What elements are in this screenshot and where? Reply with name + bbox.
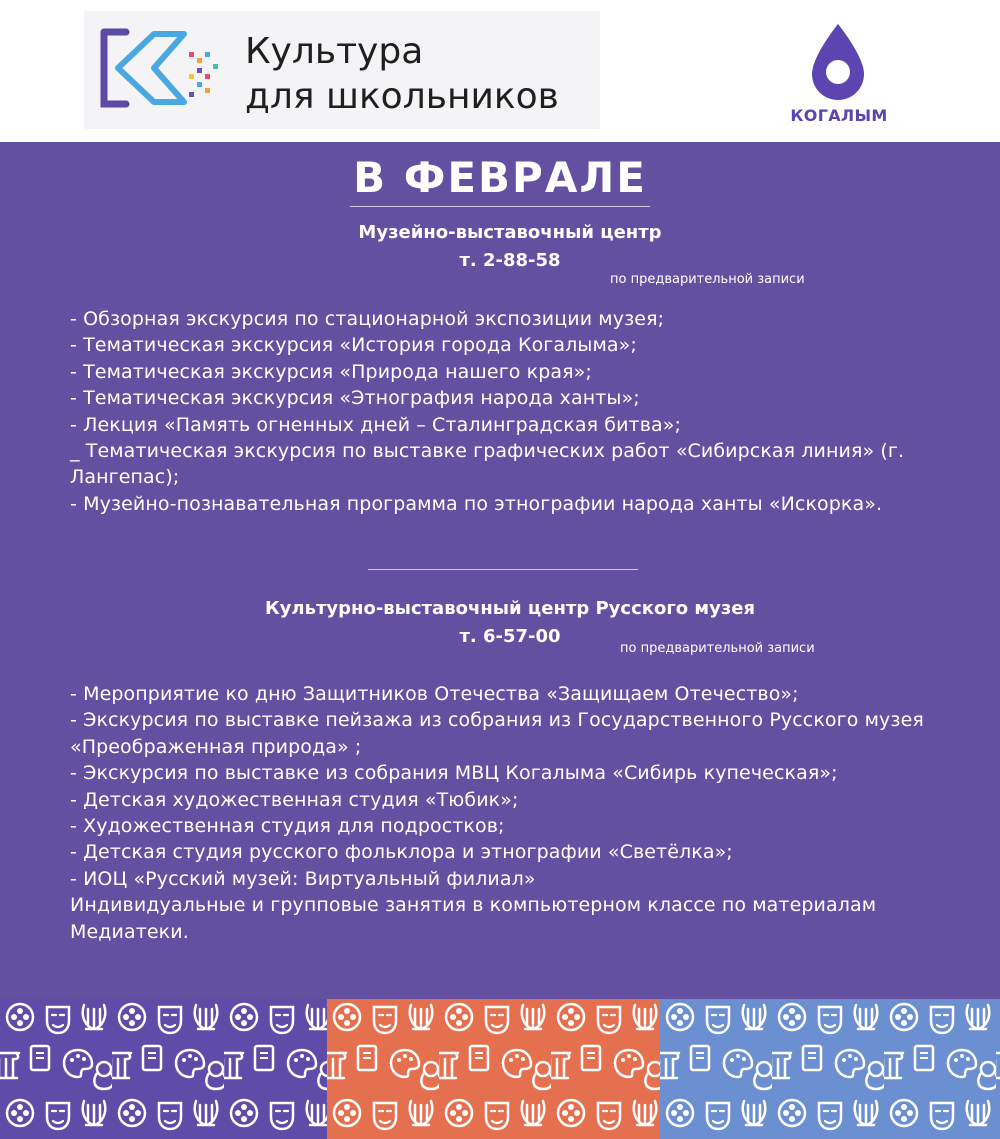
list-item: - Обзорная экскурсия по стационарной экспозиции музея; — [70, 308, 665, 330]
drop-icon — [808, 22, 868, 102]
pattern-panel-purple — [0, 999, 327, 1139]
brand-title — [245, 29, 559, 119]
header — [0, 0, 1000, 142]
list-item: - Мероприятие ко дню Защитников Отечества «Защищаем Отечество»; — [70, 683, 799, 705]
list-item: - Тематическая экскурсия «История города Когалыма»; — [70, 334, 637, 357]
section-1-note: по предварительной записи — [610, 272, 805, 287]
list-item: - Тематическая экскурсия «Природа нашего края»; — [70, 360, 592, 383]
section-2-note: по предварительной записи — [620, 641, 815, 656]
list-item: - Экскурсия по выставке пейзажа из собрания из Государственного Русского музея «Преображенная природа» ; — [70, 709, 924, 758]
list-item: - Детская художественная студия «Тюбик»; — [70, 788, 519, 811]
section-2-list — [70, 681, 950, 945]
city-name: КОГАЛЫМ — [790, 106, 888, 125]
section-1-name: Музейно-выставочный центр — [358, 222, 662, 243]
pattern-panel-orange — [327, 999, 660, 1139]
list-item: - ИОЦ «Русский музей: Виртуальный филиал» — [70, 867, 536, 890]
list-item: - Художественная студия для подростков; — [70, 815, 505, 838]
section-2-phone: т. 6-57-00 — [459, 626, 561, 647]
title-divider — [350, 206, 650, 207]
page-title: В ФЕВРАЛЕ — [353, 153, 647, 202]
list-item: - Экскурсия по выставке из собрания МВЦ Когалыма «Сибирь купеческая»; — [70, 762, 838, 785]
section-1-list — [70, 306, 950, 517]
list-item: - Тематическая экскурсия «Этнография народа ханты»; — [70, 387, 640, 410]
brand-line-1: Культура — [245, 31, 424, 72]
pattern-panel-blue — [660, 999, 1000, 1139]
list-item: - Музейно-познавательная программа по этнографии народа ханты «Искорка». — [70, 492, 883, 515]
section-1-phone: т. 2-88-58 — [459, 250, 561, 271]
list-item: Индивидуальные и групповые занятия в компьютерном классе по материалам Медиатеки. — [70, 894, 877, 943]
section-2-name: Культурно-выставочный центр Русского музея — [264, 598, 756, 619]
brand-line-2: для школьников — [245, 76, 559, 117]
list-item: _ Тематическая экскурсия по выставке графических работ «Сибирская линия» (г. Лангепас); — [70, 440, 905, 489]
list-item: - Детская студия русского фольклора и этнографии «Светёлка»; — [70, 841, 733, 864]
culture-logo-icon — [96, 22, 226, 114]
section-divider — [368, 569, 638, 570]
list-item: - Лекция «Память огненных дней – Сталинградская битва»; — [70, 413, 681, 436]
